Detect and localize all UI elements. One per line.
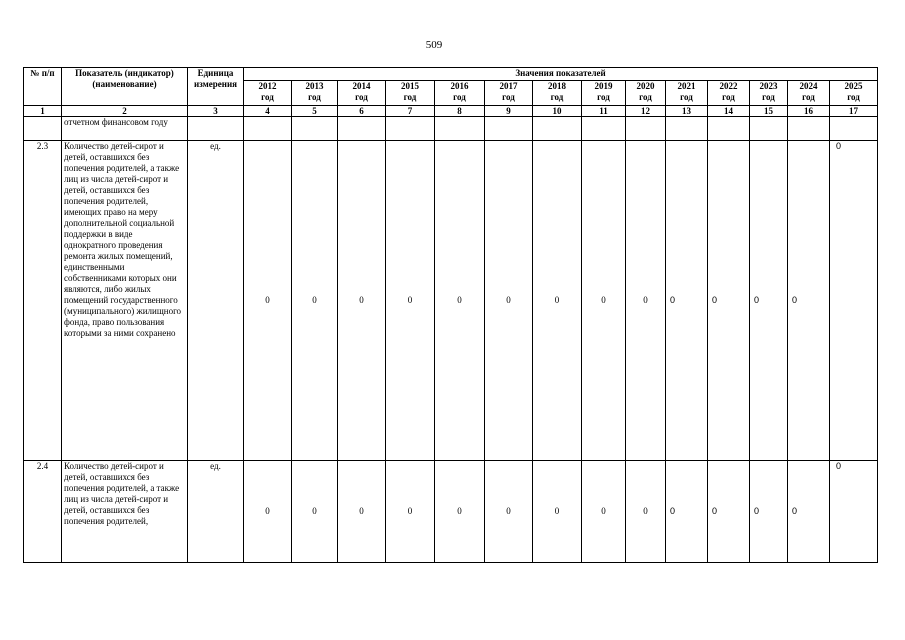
value-2012: 0 [244, 461, 292, 563]
header-unit: Единица измерения [188, 68, 244, 106]
header-year-suffix: год [680, 92, 693, 102]
header-year-suffix: год [597, 92, 610, 102]
column-number: 14 [708, 106, 750, 117]
value-2020: 0 [626, 461, 666, 563]
value-2021 [666, 117, 708, 141]
header-year-suffix: год [502, 92, 515, 102]
value-2023: 0 [750, 141, 788, 461]
header-year-2022 [708, 81, 750, 106]
header-year-value: 2019 [594, 81, 613, 91]
value-2022: 0 [708, 461, 750, 563]
value-2018: 0 [533, 461, 582, 563]
header-year-2016 [435, 81, 485, 106]
column-numbers-row [24, 106, 878, 117]
value-2014: 0 [338, 141, 386, 461]
value-2013: 0 [292, 461, 338, 563]
header-year-value: 2023 [759, 81, 778, 91]
value-2020: 0 [626, 141, 666, 461]
header-year-suffix: год [453, 92, 466, 102]
table-row [24, 141, 878, 461]
value-2019 [582, 117, 626, 141]
value-2015: 0 [386, 461, 435, 563]
header-year-suffix: год [308, 92, 321, 102]
header-year-2015 [386, 81, 435, 106]
header-year-suffix: год [762, 92, 775, 102]
header-year-suffix: год [550, 92, 564, 102]
value-2015 [386, 117, 435, 141]
value-2022: 0 [708, 141, 750, 461]
column-number: 16 [788, 106, 830, 117]
value-2019: 0 [582, 461, 626, 563]
header-values-title: Значения показателей [244, 68, 878, 81]
unit-of-measure [188, 117, 244, 141]
header-year-value: 2014 [352, 81, 371, 91]
header-year-suffix: год [639, 92, 652, 102]
value-2017: 0 [485, 141, 533, 461]
column-number: 10 [533, 106, 582, 117]
indicator-name: Количество детей-сирот и детей, оставшихся без попечения родителей, а также лиц из числа детей-сирот и детей, оставшихся без попечения родителей, имеющих право на меру дополнительной социальной поддержки в виде однократного проведения ремонта жилых помещений, единственными собственниками которых они являются, либо жилых помещений государственного (муниципального) жилищного фонда, право пользования которыми за ними сохранено [62, 141, 188, 461]
header-year-suffix: год [403, 92, 417, 102]
value-2014 [338, 117, 386, 141]
value-2021: 0 [666, 461, 708, 563]
header-year-suffix: год [722, 92, 735, 102]
value-2012: 0 [244, 141, 292, 461]
header-year-value: 2018 [548, 81, 566, 91]
column-number: 9 [485, 106, 533, 117]
header-year-2018 [533, 81, 582, 106]
header-year-2021 [666, 81, 708, 106]
header-year-suffix: год [261, 92, 274, 102]
value-2014: 0 [338, 461, 386, 563]
header-number: № п/п [24, 68, 62, 106]
column-number: 7 [386, 106, 435, 117]
value-2019: 0 [582, 141, 626, 461]
column-number: 11 [582, 106, 626, 117]
column-number: 3 [188, 106, 244, 117]
indicator-name: отчетном финансовом году [62, 117, 188, 141]
header-year-suffix: год [355, 92, 368, 102]
value-2022 [708, 117, 750, 141]
table-row [24, 461, 878, 563]
value-2025: 0 [830, 141, 878, 461]
header-year-value: 2021 [677, 81, 696, 91]
value-2015: 0 [386, 141, 435, 461]
header-year-suffix: год [802, 92, 815, 102]
header-year-value: 2017 [499, 81, 518, 91]
value-2021: 0 [666, 141, 708, 461]
header-year-value: 2013 [305, 81, 324, 91]
header-year-value: 2022 [719, 81, 738, 91]
column-number: 8 [435, 106, 485, 117]
value-2016: 0 [435, 461, 485, 563]
row-number: 2.4 [24, 461, 62, 563]
column-number: 2 [62, 106, 188, 117]
value-2016 [435, 117, 485, 141]
header-year-2012 [244, 81, 292, 106]
value-2018 [533, 117, 582, 141]
header-year-2017 [485, 81, 533, 106]
indicators-table [23, 67, 878, 563]
value-2017: 0 [485, 461, 533, 563]
header-indicator-name: Показатель (индикатор) (наименование) [62, 68, 188, 106]
header-year-value: 2024 [799, 81, 818, 91]
header-year-2025 [830, 81, 878, 106]
value-2018: 0 [533, 141, 582, 461]
value-2012 [244, 117, 292, 141]
value-2017 [485, 117, 533, 141]
header-year-value: 2012 [258, 81, 277, 91]
value-2024 [788, 117, 830, 141]
indicator-name: Количество детей-сирот и детей, оставшихся без попечения родителей, а также лиц из числа детей-сирот и детей, оставшихся без попечения родителей, [62, 461, 188, 563]
header-year-value: 2025 [844, 81, 863, 91]
value-2025: 0 [830, 461, 878, 563]
value-2025 [830, 117, 878, 141]
row-number: 2.3 [24, 141, 62, 461]
value-2023 [750, 117, 788, 141]
header-year-value: 2020 [636, 81, 655, 91]
table-row [24, 117, 878, 141]
header-year-value: 2015 [401, 81, 419, 91]
column-number: 5 [292, 106, 338, 117]
header-year-2024 [788, 81, 830, 106]
unit-of-measure: ед. [188, 141, 244, 461]
value-2016: 0 [435, 141, 485, 461]
value-2024: 0 [788, 141, 830, 461]
header-year-2020 [626, 81, 666, 106]
column-number: 13 [666, 106, 708, 117]
value-2023: 0 [750, 461, 788, 563]
header-year-2023 [750, 81, 788, 106]
column-number: 1 [24, 106, 62, 117]
page-number: 509 [425, 39, 443, 51]
column-number: 4 [244, 106, 292, 117]
value-2013: 0 [292, 141, 338, 461]
header-year-2019 [582, 81, 626, 106]
column-number: 15 [750, 106, 788, 117]
column-number: 12 [626, 106, 666, 117]
value-2013 [292, 117, 338, 141]
value-2020 [626, 117, 666, 141]
column-number: 6 [338, 106, 386, 117]
header-year-2014 [338, 81, 386, 106]
unit-of-measure: ед. [188, 461, 244, 563]
header-year-value: 2016 [450, 81, 469, 91]
value-2024: 0 [788, 461, 830, 563]
column-number: 17 [830, 106, 878, 117]
header-year-2013 [292, 81, 338, 106]
header-year-suffix: год [847, 92, 860, 102]
row-number [24, 117, 62, 141]
